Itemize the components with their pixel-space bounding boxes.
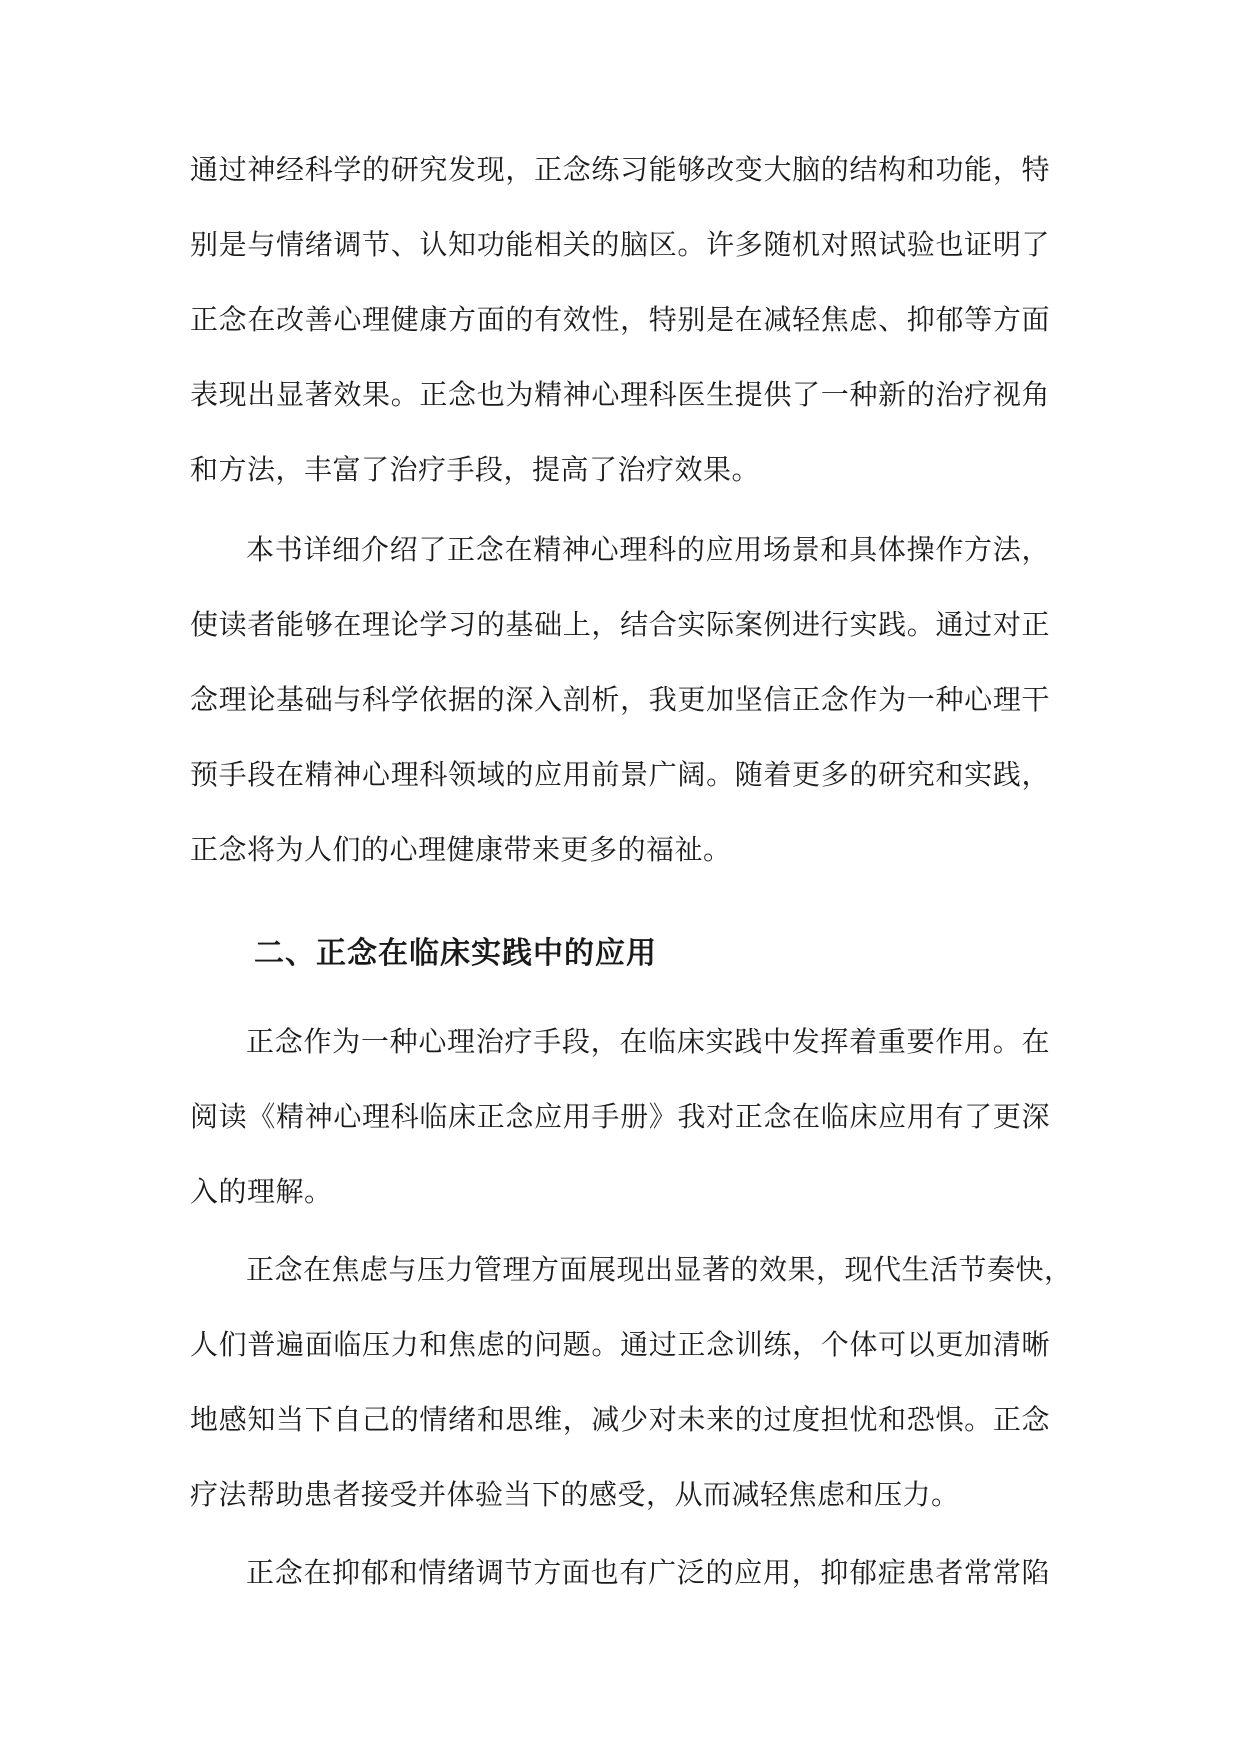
paragraph-line: 阅读《精神心理科临床正念应用手册》我对正念在临床应用有了更深 — [190, 1100, 1050, 1133]
paragraph-line: 地感知当下自己的情绪和思维，减少对未来的过度担忧和恐惧。正念 — [190, 1403, 1050, 1436]
paragraph-line: 本书详细介绍了正念在精神心理科的应用场景和具体操作方法， — [246, 533, 1050, 566]
paragraph-line: 人们普遍面临压力和焦虑的问题。通过正念训练，个体可以更加清晰 — [190, 1328, 1050, 1361]
paragraph-line: 正念将为人们的心理健康带来更多的福祉。 — [190, 833, 732, 866]
paragraph-line: 预手段在精神心理科领域的应用前景广阔。随着更多的研究和实践， — [190, 758, 1050, 791]
paragraph-line: 正念在改善心理健康方面的有效性，特别是在减轻焦虑、抑郁等方面 — [190, 303, 1050, 336]
paragraph-line: 正念在抑郁和情绪调节方面也有广泛的应用，抑郁症患者常常陷 — [246, 1556, 1050, 1589]
paragraph-line: 表现出显著效果。正念也为精神心理科医生提供了一种新的治疗视角 — [190, 378, 1050, 411]
paragraph-line: 入的理解。 — [190, 1175, 333, 1208]
paragraph-line: 正念在焦虑与压力管理方面展现出显著的效果，现代生活节奏快， — [246, 1253, 1073, 1286]
paragraph-line: 疗法帮助患者接受并体验当下的感受，从而减轻焦虑和压力。 — [190, 1478, 960, 1511]
paragraph-line: 使读者能够在理论学习的基础上，结合实际案例进行实践。通过对正 — [190, 608, 1050, 641]
section-heading: 二、正念在临床实践中的应用 — [254, 936, 657, 971]
paragraph-line: 别是与情绪调节、认知功能相关的脑区。许多随机对照试验也证明了 — [190, 228, 1050, 261]
paragraph-line: 通过神经科学的研究发现，正念练习能够改变大脑的结构和功能，特 — [190, 153, 1050, 186]
paragraph-line: 和方法，丰富了治疗手段，提高了治疗效果。 — [190, 453, 761, 486]
paragraph-line: 念理论基础与科学依据的深入剖析，我更加坚信正念作为一种心理干 — [190, 683, 1050, 716]
paragraph-line: 正念作为一种心理治疗手段，在临床实践中发挥着重要作用。在 — [246, 1025, 1050, 1058]
